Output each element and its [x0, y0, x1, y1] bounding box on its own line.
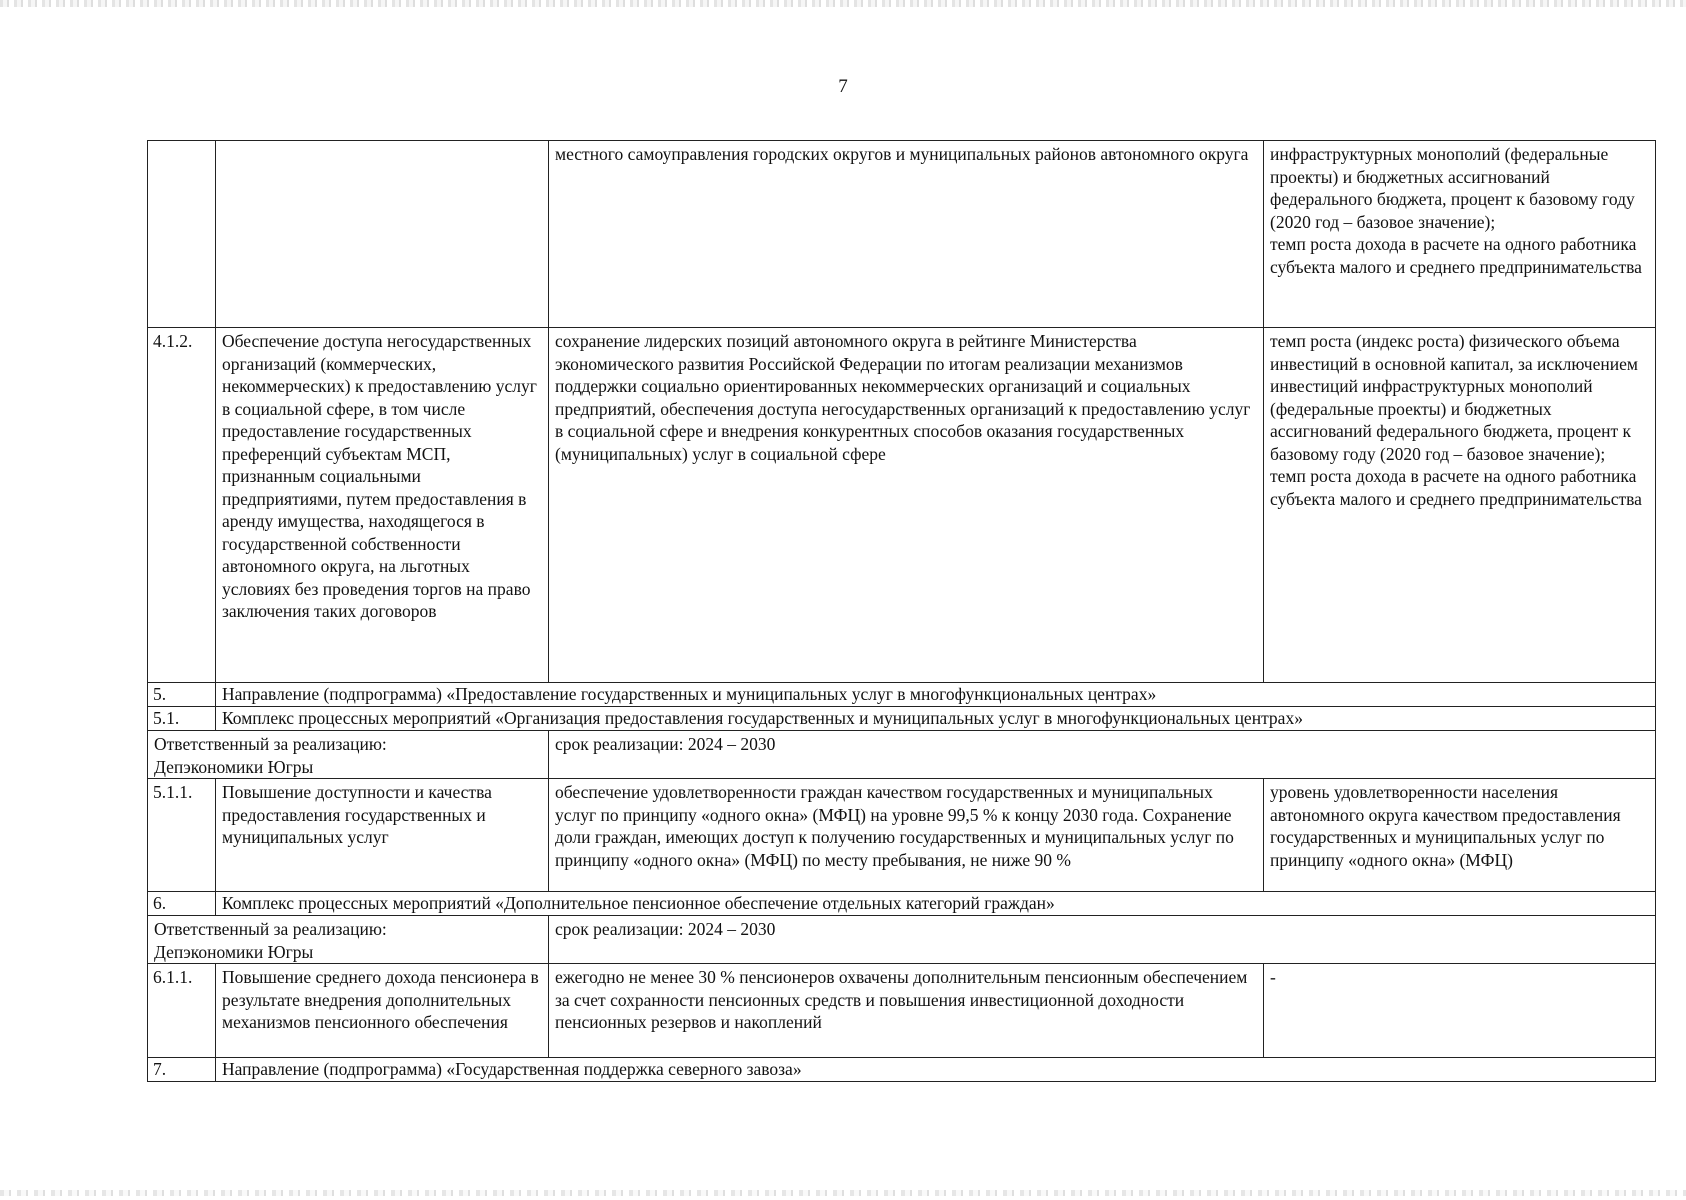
table-row — [148, 328, 1656, 683]
task-cell: Повышение доступности и качества предоставления государственных и муниципальных услуг — [216, 779, 549, 892]
indicator-cell: инфраструктурных монополий (федеральные проекты) и бюджетных ассигнований федерального бюджета, процент к базовому году (2020 год – базовое значение); темп роста дохода в расчете на одного работника субъекта малого и среднего предпринимательства — [1264, 141, 1656, 328]
section-row — [148, 707, 1656, 731]
task-cell — [216, 141, 549, 328]
section-row — [148, 892, 1656, 916]
section-row — [148, 1058, 1656, 1082]
effect-cell: местного самоуправления городских округов и муниципальных районов автономного округа — [549, 141, 1264, 328]
section-title: Комплекс процессных мероприятий «Дополнительное пенсионное обеспечение отдельных категорий граждан» — [216, 892, 1656, 916]
row-number: 6. — [148, 892, 216, 916]
row-number: 7. — [148, 1058, 216, 1082]
row-number: 5.1. — [148, 707, 216, 731]
row-number — [148, 141, 216, 328]
row-number: 5. — [148, 683, 216, 707]
responsible-cell: Ответственный за реализацию: Депэкономики Югры — [148, 731, 549, 779]
task-cell: Обеспечение доступа негосударственных организаций (коммерческих, некоммерческих) к предоставлению услуг в социальной сфере, в том числе предоставление государственных преференций субъектам МСП, признанным социальными предприятиями, путем предоставления в аренду имущества, находящегося в государственной собственности автономного округа, на льготных условиях без проведения торгов на право заключения таких договоров — [216, 328, 549, 683]
effect-cell: сохранение лидерских позиций автономного округа в рейтинге Министерства экономического развития Российской Федерации по итогам реализации механизмов поддержки социально ориентированных некоммерческих организаций и социальных предприятий, обеспечения доступа негосударственных организаций к предоставлению услуг в социальной сфере и внедрения конкурентных способов оказания государственных (муниципальных) услуг в социальной сфере — [549, 328, 1264, 683]
program-table — [147, 140, 1656, 1082]
indicator-cell: уровень удовлетворенности населения автономного округа качеством предоставления государственных и муниципальных услуг по принципу «одного окна» (МФЦ) — [1264, 779, 1656, 892]
indicator-cell: темп роста (индекс роста) физического объема инвестиций в основной капитал, за исключением инвестиций инфраструктурных монополий (федеральные проекты) и бюджетных ассигнований федерального бюджета, процент к базовому году (2020 год – базовое значение); темп роста дохода в расчете на одного работника субъекта малого и среднего предпринимательства — [1264, 328, 1656, 683]
responsible-row — [148, 916, 1656, 964]
indicator-cell: - — [1264, 964, 1656, 1058]
table-row — [148, 779, 1656, 892]
page-number: 7 — [838, 76, 848, 97]
row-number: 6.1.1. — [148, 964, 216, 1058]
section-title: Направление (подпрограмма) «Государственная поддержка северного завоза» — [216, 1058, 1656, 1082]
table-row — [148, 964, 1656, 1058]
responsible-row — [148, 731, 1656, 779]
table-row — [148, 141, 1656, 328]
row-number: 4.1.2. — [148, 328, 216, 683]
effect-cell: обеспечение удовлетворенности граждан качеством государственных и муниципальных услуг по принципу «одного окна» (МФЦ) на уровне 99,5 % к концу 2030 года. Сохранение доли граждан, имеющих доступ к получению государственных и муниципальных услуг по принципу «одного окна» (МФЦ) по месту пребывания, не ниже 90 % — [549, 779, 1264, 892]
section-row — [148, 683, 1656, 707]
effect-cell: ежегодно не менее 30 % пенсионеров охвачены дополнительным пенсионным обеспечением за счет сохранности пенсионных средств и повышения инвестиционной доходности пенсионных резервов и накоплений — [549, 964, 1264, 1058]
scan-edge-bottom — [0, 1190, 1686, 1196]
section-title: Направление (подпрограмма) «Предоставление государственных и муниципальных услуг в многофункциональных центрах» — [216, 683, 1656, 707]
section-title: Комплекс процессных мероприятий «Организация предоставления государственных и муниципальных услуг в многофункциональных центрах» — [216, 707, 1656, 731]
term-cell: срок реализации: 2024 – 2030 — [549, 731, 1656, 779]
task-cell: Повышение среднего дохода пенсионера в результате внедрения дополнительных механизмов пенсионного обеспечения — [216, 964, 549, 1058]
responsible-cell: Ответственный за реализацию: Депэкономики Югры — [148, 916, 549, 964]
scan-edge-top — [0, 0, 1686, 7]
row-number: 5.1.1. — [148, 779, 216, 892]
term-cell: срок реализации: 2024 – 2030 — [549, 916, 1656, 964]
